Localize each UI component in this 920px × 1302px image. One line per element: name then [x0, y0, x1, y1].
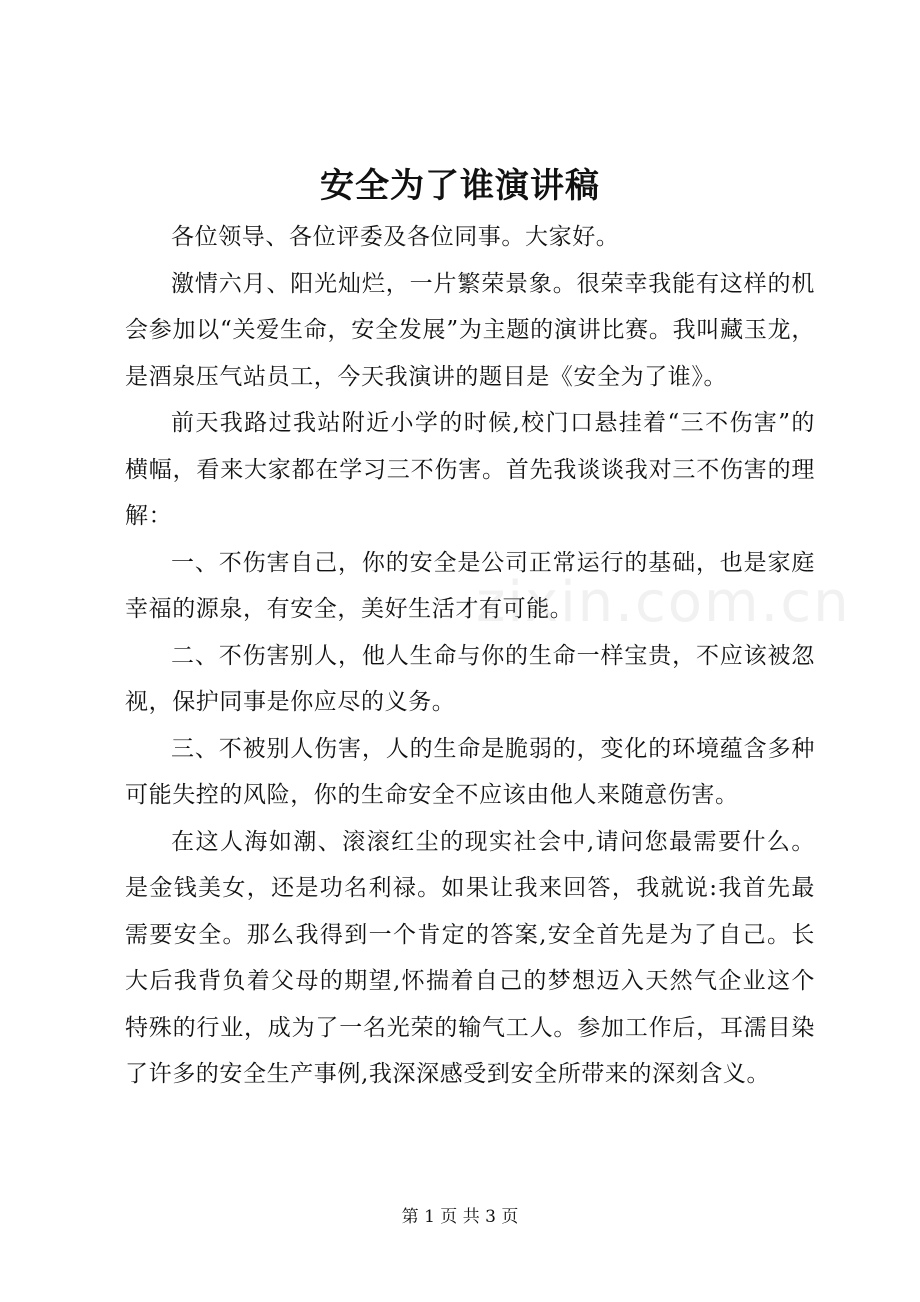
paragraph-greeting: 各位领导、各位评委及各位同事。大家好。 [171, 224, 620, 250]
paragraph-safety-for-self: 在这人海如潮、滚滚红尘的现实社会中,请问您最需要什么。是金钱美女，还是功名利禄。如果让我来回答，我就说:我首先最需要安全。那么我得到一个肯定的答案,安全首先是为了自己。长大后我背负着父母的期望,怀揣着自己的梦想迈入天然气企业这个特殊的行业，成为了一名光荣的输气工人。参加工作后，耳濡目染了许多的安全生产事例,我深深感受到安全所带来的深刻含义。 [125, 828, 815, 1087]
page-footer: 第 1 页 共 3 页 [401, 1207, 519, 1227]
paragraph-point-two: 二、不伤害别人，他人生命与你的生命一样宝贵，不应该被忽视，保护同事是你应尽的义务。 [125, 642, 815, 715]
document-body [125, 214, 815, 1098]
document-title: 安全为了谁演讲稿 [320, 166, 600, 206]
watermark: zixin.com.cn [476, 570, 851, 635]
paragraph-three-no-harm: 前天我路过我站附近小学的时候,校门口悬挂着“三不伤害”的横幅，看来大家都在学习三不伤害。首先我谈谈我对三不伤害的理解： [125, 410, 815, 529]
paragraph-introduction: 激情六月、阳光灿烂，一片繁荣景象。很荣幸我能有这样的机会参加以“关爱生命，安全发展”为主题的演讲比赛。我叫藏玉龙，是酒泉压气站员工，今天我演讲的题目是《安全为了谁》。 [125, 270, 815, 390]
paragraph-point-three: 三、不被别人伤害，人的生命是脆弱的，变化的环境蕴含多种可能失控的风险，你的生命安全不应该由他人来随意伤害。 [125, 735, 815, 808]
paragraph-point-one: 一、不伤害自己，你的安全是公司正常运行的基础，也是家庭幸福的源泉，有安全，美好生活才有可能。 [125, 549, 815, 622]
